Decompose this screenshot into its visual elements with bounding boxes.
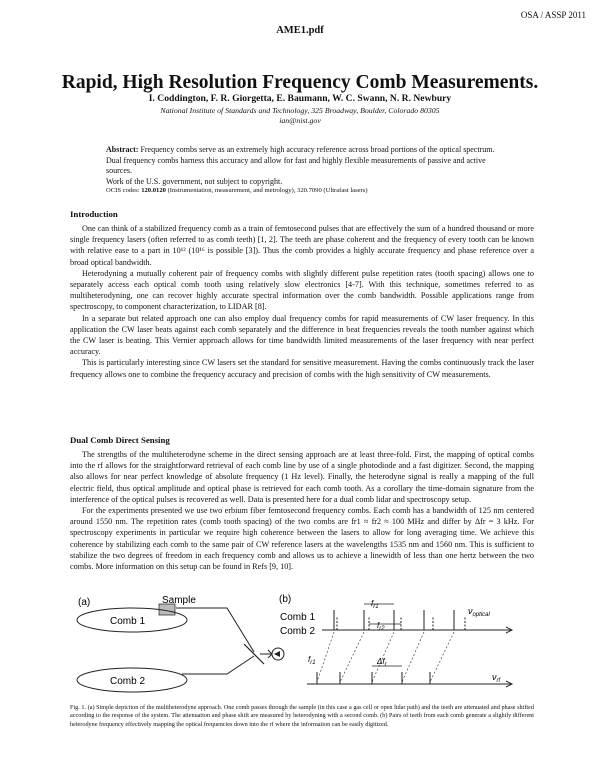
sample-label: Sample (162, 595, 196, 606)
section-heading-dual-comb: Dual Comb Direct Sensing (70, 435, 170, 445)
ocis-text: (Instrumentation, measurement, and metrology), 320.7090 (Ultrafast lasers) (167, 187, 368, 194)
paragraph: The strengths of the multiheterodyne scheme in the direct sensing approach are at least three-fold. First, the mapping of optical combs into the rf allows for the straightforward retrieval of each comb line by use of a single photodiode and a fast digitizer. Second, the mapping also allows for near perfect knowledge of absolute frequency (1 Hz level). Finally, the heterodyne signal is really a mapping of the full electric field, thus optical amplitude and optical phase is retrieved for each comb tooth. As a corollary the time-domain signature from the interference of the optical pulses is recovered as well. Data is presented here for a dual comb lidar and spectroscopy setup. (70, 450, 534, 504)
panel-a-label: (a) (78, 597, 91, 608)
paragraph: In a separate but related approach one can also employ dual frequency combs for rapid measurements of CW laser frequency. In this application the CW laser beats against each comb separately and the difference in beat frequencies reveals the tooth number against which the CW laser is beating. This Vernier approach allows for time bandwidth limited measurements of the laser frequency with near perfect accuracy. (70, 313, 534, 357)
nu-optical-label: $\nu_{optical}$ (468, 606, 490, 618)
beam-path-comb2 (182, 656, 254, 674)
delta-fr-label: $\Delta f_r$ (377, 657, 387, 668)
comb2-label-b: Comb 2 (280, 626, 316, 637)
author-email: ian@nist.gov (279, 116, 321, 125)
fr2-label: $f_{r2}$ (377, 621, 385, 632)
file-name: AME1.pdf (276, 25, 324, 36)
abstract-label: Abstract: (106, 145, 139, 154)
affiliation: National Institute of Standards and Technology, 325 Broadway, Boulder, Colorado 80305 (160, 106, 440, 115)
fr-markers (364, 604, 401, 624)
venue-label: OSA / ASSP 2011 (520, 10, 586, 20)
ocis-code: 120.0120 (141, 187, 166, 194)
paragraph: Heterodyning a mutually coherent pair of frequency combs with slightly different pulse repetition rates (tooth spacing) allows one to separately access each optical comb tooth using relatively slow electronics [4-7]. With this technique, sometimes referred to as multiheterodyning, one can recover highly accurate spectral information over the comb bandwidth. Possible applications range from spectroscopy, to component characterization, to LIDAR [8]. (70, 268, 534, 312)
mapping-line (402, 632, 424, 682)
panel-b-label: (b) (279, 594, 292, 605)
comb1-label-a: Comb 1 (110, 616, 146, 627)
paragraph: This is particularly interesting since CW lasers set the standard for sensitive measurement. Having the combs continuously track the laser frequency allows one to combine the frequency accuracy and precision of combs with the high sensitivity of CW measurements. (70, 358, 534, 379)
paper-title: Rapid, High Resolution Frequency Comb Measurements. (61, 72, 539, 93)
paragraph: One can think of a stabilized frequency comb as a train of femtosecond pulses that are effectively the sum of a hundred thousand or more single frequency lasers (often referred to as comb teeth) [1, 2]. The teeth are phase coherent and the frequency of every tooth can be known with relative ease to a part in 10¹² (10¹⁶ is possible [3]). Thus the comb provides a highly accurate frequency and phase reference over a broad optical bandwidth. (70, 224, 534, 267)
mapping-line (340, 632, 364, 682)
comb2-label-a: Comb 2 (110, 676, 146, 687)
mapping-lines (317, 632, 454, 682)
comb1-label-b: Comb 1 (280, 612, 316, 623)
fr1-lower-label: $f_{r1}$ (308, 655, 316, 666)
figure-1 (72, 594, 532, 702)
beam-path-comb1 (176, 608, 254, 652)
ocis-codes (106, 187, 526, 194)
mapping-line (317, 632, 334, 682)
figure-caption: Fig. 1. (a) Simple depiction of the multiheterodyne approach. One comb passes through the sample (in this case a gas cell or open lidar path) and the teeth are attenuated and phase shifted according to the response of the system. The attenuation and phase shift are measured by heterodyning with a second comb. (b) Pairs of teeth from each comb generate a slightly different heterodyne frequency effectively mapping the optical frequencies down into the rf where the information can be easily digitized. (70, 704, 534, 728)
abstract-text: Frequency combs serve as an extremely high accuracy reference across broad portions of the optical spectrum. Dual frequency combs harness this accuracy and allow for fast and highly flexible measurements of passive and active sources. (106, 145, 495, 176)
rf-teeth (317, 672, 430, 684)
nu-rf-label: $\nu_{rf}$ (492, 672, 501, 684)
section-heading-introduction: Introduction (70, 209, 118, 219)
photodiode-symbol (274, 651, 280, 657)
ocis-label: OCIS codes: (106, 187, 140, 194)
comb2-teeth (337, 616, 465, 630)
introduction-body (70, 223, 534, 380)
mapping-line (430, 632, 454, 682)
comb1-teeth (334, 610, 454, 630)
copyright-note: Work of the U.S. government, not subject to copyright. (106, 176, 283, 186)
dual-comb-body (70, 449, 534, 572)
arrow-to-detector (260, 650, 272, 658)
abstract (106, 145, 506, 187)
author-list: I. Coddington, F. R. Giorgetta, E. Baumann, W. C. Swann, N. R. Newbury (148, 93, 452, 104)
paragraph: For the experiments presented we use two erbium fiber femtosecond frequency combs. Each comb has a bandwidth of 125 nm centered around 1550 nm. The repetition rates (comb tooth spacing) of the two combs are fr1 ≈ fr2 ≈ 100 MHz and differ by Δfr = 3 kHz. For spectroscopy experiments in particular we require high coherence between the lasers to allow for long averaging time. We achieve this coherence by stabilizing each comb to the same pair of CW reference lasers at the wavelengths 1535 nm and 1560 nm. This is sufficient to stabilize the two degrees of freedom in each frequency comb and allows us to achieve a linewidth of less than one hertz between the two combs. More information on this setup can be found in Refs [9, 10]. (70, 506, 534, 572)
fr1-label: $f_{r1}$ (371, 599, 379, 610)
